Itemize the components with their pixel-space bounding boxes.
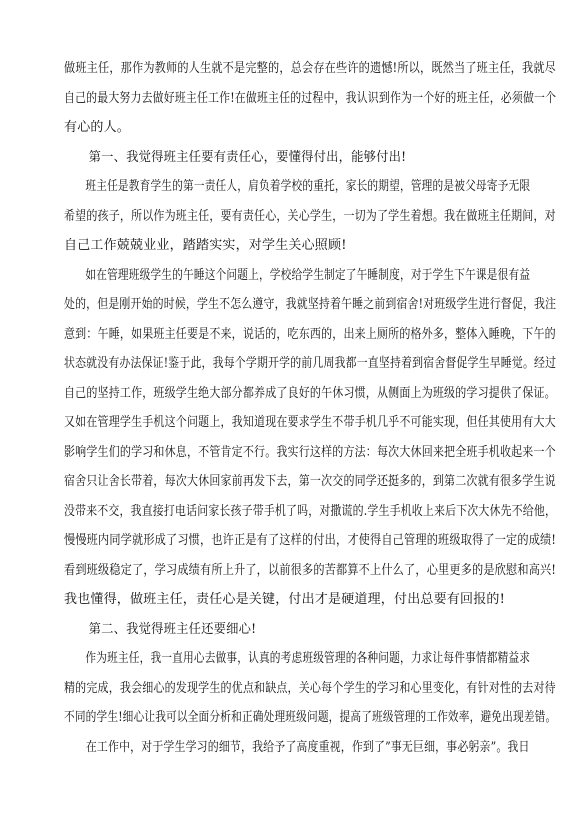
paragraph <box>64 172 556 261</box>
text-line: 处的，但是刚开始的时候，学生不怎么遵守，我就坚持着午睡之前到宿舍!对班级学生进行督促，我注 <box>64 297 557 312</box>
text-line: 意到：午睡，如果班主任要是不来，说话的，吃东西的，出来上厕所的格外多，整体入睡晚，下午的 <box>64 326 556 342</box>
text-line: 精的完成，我会细心的发现学生的优点和缺点，关心每个学生的学习和心里变化，有针对性的去对待 <box>64 680 556 696</box>
text-line: 自己的坚持工作，班级学生绝大部分都养成了良好的午休习惯，从侧面上为班级的学习提供了保证。 <box>64 385 556 401</box>
paragraph <box>64 54 556 143</box>
text-line: 做班主任，那作为教师的人生就不是完整的，总会存在些许的遗憾!所以，既然当了班主任，我就尽 <box>64 61 557 76</box>
text-line: 我也懂得，做班主任，责任心是关键，付出才是硬道理，付出总要有回报的! <box>64 592 506 607</box>
text-line: 有心的人。 <box>64 120 131 135</box>
text-line: 作为班主任，我一直用心去做事，认真的考虑班级管理的各种问题，力求让每件事情都精益求 <box>85 651 531 666</box>
paragraph <box>64 733 556 763</box>
section-heading <box>64 615 556 645</box>
text-line: 第一、我觉得班主任要有责任心，要懂得付出，能够付出! <box>88 149 407 165</box>
text-line: 如在管理班级学生的午睡这个问题上，学校给学生制定了午睡制度，对于学生下午课是很有益 <box>85 267 531 283</box>
text-line: 自己的最大努力去做好班主任工作!在做班主任的过程中，我认识到作为一个好的班主任，必须做一个 <box>64 90 557 106</box>
text-line: 又如在管理学生手机这个问题上，我知道现在要求学生不带手机几乎不可能实现，但任其使用有大大 <box>64 415 556 430</box>
text-line: 状态就没有办法保证!鉴于此，我每个学期开学的前几周我都一直坚持着到宿舍督促学生早睡觉。经过 <box>64 356 557 371</box>
text-line: 慢慢班内同学就形成了习惯，也许正是有了这样的付出，才使得自己管理的班级取得了一定的成绩! <box>64 533 557 548</box>
text-line: 希望的孩子，所以作为班主任，要有责任心，关心学生，一切为了学生着想。我在做班主任期间，对 <box>64 208 556 224</box>
text-line: 看到班级稳定了，学习成绩有所上升了，以前很多的苦都算不上什么了，心里更多的是欣慰和高兴! <box>64 562 557 578</box>
section-heading <box>64 143 556 173</box>
text-line: 在工作中，对于学生学习的细节，我给予了高度重视，作到了”事无巨细，事必躬亲”。我日 <box>85 739 530 755</box>
paragraph <box>64 644 556 733</box>
text-line: 不同的学生!细心让我可以全面分析和正确处理班级问题，提高了班级管理的工作效率，避免出现差错。 <box>64 710 557 725</box>
text-line: 班主任是教育学生的第一责任人，肩负着学校的重托，家长的期望，管理的是被父母寄予无限 <box>85 179 531 194</box>
paragraph <box>64 261 556 615</box>
text-line: 第二、我觉得班主任还要细心! <box>88 621 257 637</box>
text-line: 自己工作兢兢业业，踏踏实实，对学生关心照顾! <box>64 238 347 253</box>
text-line: 没带来不交，我直接打电话问家长孩子带手机了吗，对撒谎的.学生手机收上来后下次大休先不给他， <box>64 503 557 519</box>
text-line: 宿舍只让舍长带着，每次大休回家前再发下去，第一次交的同学还挺多的，到第二次就有很多学生说 <box>64 474 556 489</box>
text-line: 影响学生们的学习和休息，不管肯定不行。我实行这样的方法：每次大休回来把全班手机收起来一个 <box>64 444 556 460</box>
